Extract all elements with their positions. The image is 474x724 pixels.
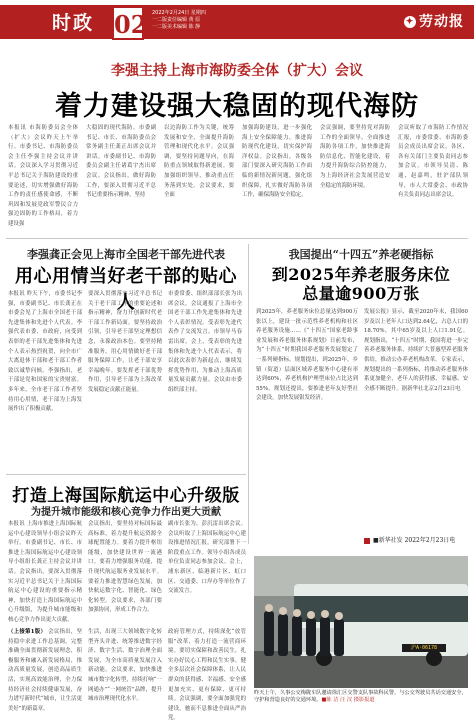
bus-scene-illustration [254, 556, 468, 688]
photo-credit: ■陈 洁 汪 汉 摄影报道 [321, 697, 375, 703]
logo-text: 劳动报 [419, 14, 464, 30]
caption-marker-icon [364, 538, 370, 544]
bottom-story-column-5: 生活，出现三大领域数字化转型齐头并进、统筹推进数字经济、数字生活、数字治理全面发展，为全市高质量发展注入新动能。会议要求，加快推进城市数字化转型，持续打响“一网通办”“一网统管”品牌，提升城市治理现代化水平。 [88, 629, 162, 703]
masthead [0, 0, 474, 44]
left-story-kicker: 李强龚正会见上海市全国老干部先进代表 [27, 248, 225, 261]
bottom-story-column-4 [8, 628, 82, 712]
page-number: 02 [112, 6, 144, 40]
lead-column-3: 以边海防工作为关键，统筹发展和安全，全面提升海防管理和现代化水平。会议强调，要坚持问题导向，在海防重点领域取得新进展。要加强组织领导，推动重点任务落到实处。会议要求，要全面 [164, 125, 234, 199]
left-story-column-3: 市委常委、组织部部长张为出席会议。会议通报了上海市全国老干部工作先进集体和先进个人表彰情况。受表彰先进代表作了交流发言。市领导马春雷出席。会上，受表彰的先进集体和先进个人代表表示，将以此次表彰为新起点，继续发挥优势作用，为推动上海高质量发展贡献力量。会议由市委组织部主持。 [168, 291, 242, 393]
lead-column-5: 会议强调，要坚持党对海防工作的全面领导，全面推进海防各项工作，加快推进海防信息化、智能化建设，着力提升海防综合防控能力，为上海经济社会发展营造安全稳定的海防环境。 [320, 125, 390, 189]
left-story-column-2: 要深入贯彻落实习近平总书记关于老干部工作的重要论述和指示精神，奋力开创新时代老干部工作新局面。要坚持政治引领，引导老干部坚定理想信念，永葆政治本色。要坚持精准服务，用心用情做好老干部服务保障工作，让老干部安享幸福晚年。要发挥老干部优势作用，引导老干部为上海改革发展稳定贡献正能量。 [88, 291, 162, 393]
lead-column-1: 本报讯 市海防委员会全体（扩大）会议昨天上午举行。市委书记、市海防委员会主任李强主持会议并讲话。会议深入学习贯彻习近平总书记关于海防建设的重要论述，切实增强做好海防工作的责任感使命感，不断巩固和发展党政军警民合力强边固防的工作格局，着力建设强 [8, 125, 78, 227]
masthead-info [152, 10, 206, 31]
right-story-dateline [364, 536, 468, 546]
section-title: 时政 [52, 12, 95, 34]
bottom-story-column-4-text: 会议指出，坚持稳中求进工作总基调，完整准确全面贯彻新发展理念，积极服务和融入新发展格局，推动高质量发展，创造高品质生活，实现高效能治理，全力保持经济社会持续健康发展，奋力谱写新时代“城市，让生活更美好”的新篇章。 [8, 629, 82, 712]
bottom-story-column-6: 政府管理方式，持续深化“放管服”改革，着力打造一流营商环境。要切实保障和改善民生，扎实办好民心工程和民生实事，健全多层次社会保障体系，让人民群众的获得感、幸福感、安全感更加充实、更有保障、更可持续。会议强调，要全面加强党的建设，驰而不息推进全面从严治党。 [168, 629, 246, 722]
logo-mark-icon: ✦ [405, 17, 415, 27]
left-story-headline: 用心用情当好老干部的贴心人 [15, 266, 237, 313]
right-story-column-1: 到2025年，养老服务床位总量达到900万张以上，建设一批示范性养老机构和社区养老服务设施……《“十四五”国家老龄事业发展和养老服务体系规划》日前发布，为“十四五”时期我国养老服务发展划定了一系列硬指标。规划提出，到2025年，乡镇（街道）层面区域养老服务中心建有率达到60%，养老机构护理型床位占比达到55%。规划还提出，要推进老年友好型社会建设，加快发展银发经济。 [256, 309, 358, 402]
right-story-kicker: 我国提出“十四五”养老硬指标 [288, 248, 434, 261]
right-story-dateline-text: ■新华社发 2022年2月23日电 [373, 537, 456, 544]
bottom-story-column-1: 本报讯 上海市推进上海国际航运中心建设领导小组会议昨天举行。市委副书记、市长、市推进上海国际航运中心建设领导小组组长龚正主持会议并讲话。会议指出，要深入贯彻落实习近平总书记关于上海国际航运中心建设的重要指示精神，加快打造上海国际航运中心升级版，为提升城市能级和核心竞争力作出更大贡献。 [8, 521, 82, 623]
photo-caption-text: 昨天上午，久事公交梅陇车队邀请徐汇区交警支队事故科民警，与公交驾驶员共话交通安全，守护和营造良好的交通环境。 [254, 690, 467, 703]
section-divider-2 [6, 474, 246, 475]
lead-kicker: 李强主持上海市海防委全体（扩大）会议 [111, 63, 363, 79]
continued-marker: （上接第1版） [8, 629, 47, 635]
newspaper-logo [404, 11, 464, 31]
left-story-column-1: 本报讯 昨天下午，市委书记李强，市委副书记、市长龚正在市委会见了上海市全国老干部先进集体和先进个人代表。李强代表市委、市政府，向受到表彰的老干部先进集体和先进个人表示热烈祝贺，向全市广大离退休干部和老干部工作者致以诚挚问候。李强指出，老干部是党和国家的宝贵财富。多年来，全市老干部工作者坚持用心用情，老干部为上海发展作出了积极贡献。 [8, 291, 82, 413]
bus-license-plate: 沪A·06178 [410, 645, 438, 651]
lead-column-6: 会议听取了市海防工作情况汇报，市委常委、市海防委员会成员出席会议。各区、各有关部门主要负责同志参加会议。市领导吴清、陈通、赵嘉鸣，驻沪部队领导，市人大常委会、市政协有关负责同志出席会议。 [398, 125, 468, 199]
section-divider [6, 238, 468, 239]
bottom-story-column-3: 副市长张为、彭沉雷出席会议。会议听取了上海国际航运中心建设推进情况汇报，研究部署下一阶段重点工作。领导小组各成员单位负责同志参加会议。会上，浦东新区、临港新片区、虹口区、交通委、口岸办等单位作了交流发言。 [168, 521, 246, 595]
lead-headline: 着力建设强大稳固的现代海防 [55, 91, 419, 122]
right-story-headline-1: 到2025年养老服务床位 [271, 265, 451, 284]
right-story-headline-2: 总量逾900万张 [302, 284, 420, 303]
bottom-story-subhead: 为提升城市能级和核心竞争力作出更大贡献 [31, 507, 221, 518]
bottom-story-column-2: 会议指出，要坚持对标国际最高标准，着力提升航运资源全球配置能力。要着力提升枢纽能级，加快建设世界一流港口。要着力增强服务功能，提升现代航运服务业发展水平。要着力推进智慧绿色发展，加快航运数字化、智能化、绿色化转型。会议要求，各部门要加强协同，形成工作合力。 [88, 521, 162, 614]
right-story-column-2: 发展公报》显示，截至2020年末，我国60岁及以上老年人口达到2.64亿，占总人口的18.70%，其中65岁及以上人口1.91亿。规划指出，“十四五”时期，我国将进一步完善养老服务体系，持续扩大普惠型养老服务供给，推动公办养老机构改革。专家表示，规划提出的一系列指标，将推动养老服务体系更加健全，老年人的获得感、幸福感、安全感不断提升。据新华社北京2月23日电 [364, 309, 468, 392]
designer-line: 一二版美术编辑 陈 静 [152, 24, 201, 30]
news-photo [254, 556, 468, 688]
photo-caption [254, 690, 468, 704]
bottom-story-headline: 打造上海国际航运中心升级版 [12, 486, 240, 506]
editor-line: 一二版责任编辑 黄 原 [152, 17, 201, 23]
lead-column-4: 加强海防建设，进一步强化海上安全保障能力，推进海防现代化建设，切实保护海洋权益。会议指出，各级各部门要深入研究海防工作面临的新情况新问题，强化组织保障，扎实做好海防各项工作，确保海防安全稳定。 [242, 125, 312, 199]
issue-date: 2022年2月24日 星期四 [152, 10, 206, 16]
column-divider [248, 244, 249, 544]
lead-column-2: 大稳固的现代海防。市委副书记、市长、市海防委员会常务副主任龚正出席会议并讲话。市委副书记、市海防委员会副主任诸葛宇杰出席会议。会议指出，做好海防工作，要深入贯彻习近平总书记重要指示精神，坚持 [86, 125, 156, 199]
